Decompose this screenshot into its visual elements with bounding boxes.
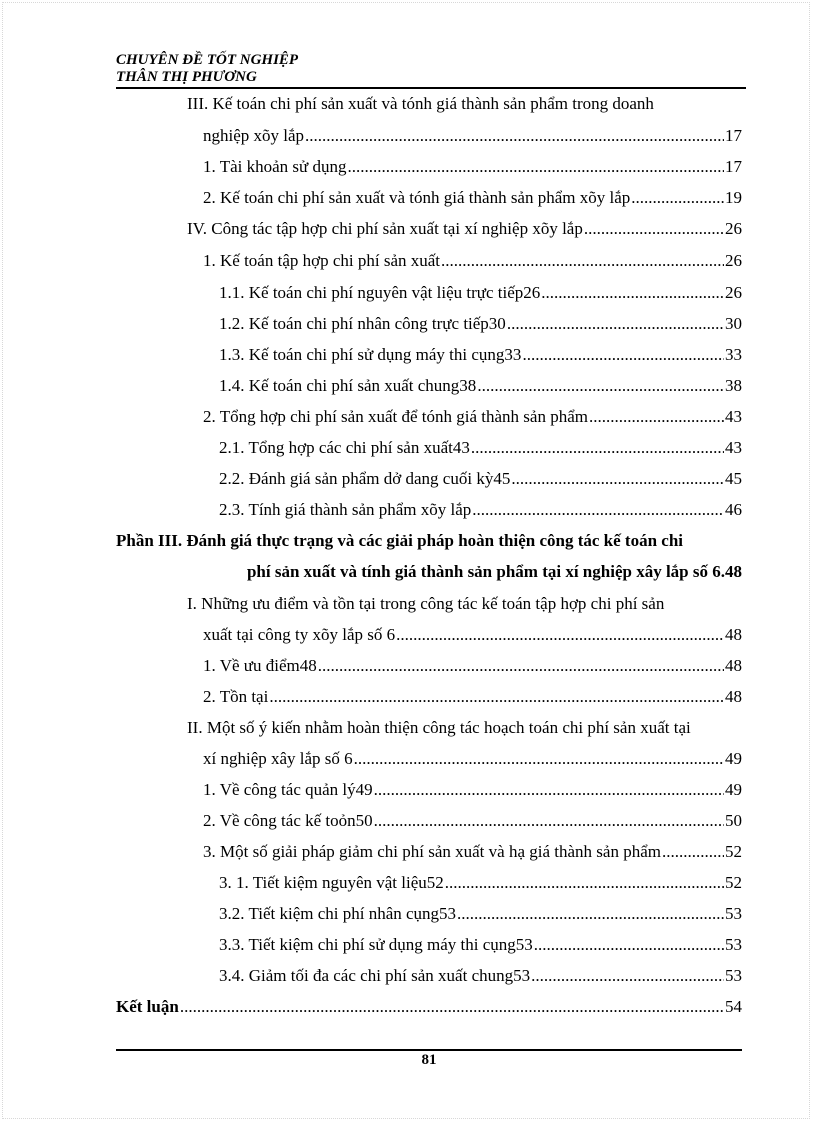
toc-entry-iv-2-1[interactable] xyxy=(219,438,742,464)
page-header xyxy=(116,52,746,89)
toc-leader xyxy=(589,407,724,427)
toc-page-number: 54 xyxy=(725,997,742,1016)
toc-entry-p3-ii[interactable] xyxy=(203,749,742,775)
toc-entry-text: III. Kế toán chi phí sản xuất và tónh giá thành sản phẩm trong doanh xyxy=(187,94,654,113)
toc-leader xyxy=(441,251,724,271)
toc-leader xyxy=(662,842,724,862)
toc-entry-text: 2.1. Tổng hợp các chi phí sản xuất43 xyxy=(219,438,470,457)
toc-page-number: 19 xyxy=(725,188,742,207)
toc-entry-text: 2. Về công tác kế toỏn50 xyxy=(203,811,373,830)
toc-page-number: 45 xyxy=(725,469,742,488)
toc-entry-text: xuất tại công ty xõy lắp số 6 xyxy=(203,625,396,644)
toc-entry-iii-2[interactable] xyxy=(203,188,742,214)
toc-entry-p3-ii-3-2[interactable] xyxy=(219,904,742,930)
toc-entry-part3-line1 xyxy=(116,531,742,557)
toc-leader xyxy=(471,438,724,458)
toc-entry-p3-ii-3-4[interactable] xyxy=(219,966,742,992)
toc-leader xyxy=(531,966,724,986)
toc-entry-p3-ii-3-3[interactable] xyxy=(219,935,742,961)
toc-page-number: 26 xyxy=(725,251,742,270)
toc-entry-p3-ii-1[interactable] xyxy=(203,780,742,806)
toc-entry-text: 3. 1. Tiết kiệm nguyên vật liệu52 xyxy=(219,873,444,892)
toc-leader xyxy=(511,469,724,489)
toc-leader xyxy=(457,904,724,924)
toc-entry-text: 1. Kế toán tập hợp chi phí sản xuất xyxy=(203,251,441,270)
toc-entry-iv-2-3[interactable] xyxy=(219,500,742,526)
toc-page-number: 52 xyxy=(725,842,742,861)
toc-leader xyxy=(472,500,724,520)
toc-entry-iii[interactable] xyxy=(203,126,742,152)
toc-entry-text: II. Một số ý kiến nhằm hoàn thiện công tác hoạch toán chi phí sản xuất tại xyxy=(187,718,691,737)
toc-page-number: 43 xyxy=(725,438,742,457)
toc-entry-text: Phần III. Đánh giá thực trạng và các giải pháp hoàn thiện công tác kế toán chi xyxy=(116,531,684,550)
toc-entry-iii-1[interactable] xyxy=(203,157,742,183)
toc-leader xyxy=(305,126,724,146)
toc-page-number: 26 xyxy=(725,219,742,238)
toc-page-number: 53 xyxy=(725,935,742,954)
toc-entry-text: nghiệp xõy lắp xyxy=(203,126,305,145)
toc-leader xyxy=(584,219,724,239)
toc-entry-text: 3.3. Tiết kiệm chi phí sử dụng máy thi cụng53 xyxy=(219,935,533,954)
toc-leader: . xyxy=(720,562,725,581)
toc-leader xyxy=(631,188,724,208)
toc-entry-p3-ii-2[interactable] xyxy=(203,811,742,837)
toc-entry-text: 1.3. Kế toán chi phí sử dụng máy thi cụng33 xyxy=(219,345,522,364)
toc-entry-conclusion[interactable] xyxy=(116,997,742,1023)
header-author-line: THÂN THỊ PHƯƠNG xyxy=(116,69,746,89)
toc-entry-text: 1. Về công tác quản lý49 xyxy=(203,780,373,799)
toc-leader xyxy=(477,376,724,396)
toc-entry-p3-i-1[interactable] xyxy=(203,656,742,682)
toc-leader xyxy=(522,345,724,365)
toc-leader xyxy=(318,656,724,676)
footer-rule xyxy=(116,1049,742,1051)
toc-entry-text: xí nghiệp xây lắp số 6 xyxy=(203,749,353,768)
toc-page-number: 46 xyxy=(725,500,742,519)
toc-entry-text: 1. Tài khoản sử dụng xyxy=(203,157,347,176)
toc-leader xyxy=(347,157,724,177)
toc-entry-p3-i-line1 xyxy=(187,594,742,620)
toc-page-number: 17 xyxy=(725,126,742,145)
toc-leader xyxy=(534,935,724,955)
toc-entry-iv-2[interactable] xyxy=(203,407,742,433)
toc-entry-part3[interactable] xyxy=(165,562,742,588)
toc-page-number: 26 xyxy=(725,283,742,302)
toc-entry-p3-i-2[interactable] xyxy=(203,687,742,713)
page-number: 81 xyxy=(421,1052,437,1068)
toc-leader xyxy=(507,314,724,334)
header-title-line1: CHUYÊN ĐỀ TỐT NGHIỆP xyxy=(116,52,299,68)
toc-entry-iv-1-1[interactable] xyxy=(219,283,742,309)
toc-entry-iv-1-4[interactable] xyxy=(219,376,742,402)
toc-entry-iv-1-2[interactable] xyxy=(219,314,742,340)
toc-entry-iii-line1 xyxy=(187,94,742,120)
toc-entry-text: 3.2. Tiết kiệm chi phí nhân cụng53 xyxy=(219,904,457,923)
toc-leader xyxy=(269,687,724,707)
toc-entry-text: 1.4. Kế toán chi phí sản xuất chung38 xyxy=(219,376,477,395)
toc-entry-text: 1.1. Kế toán chi phí nguyên vật liệu trực tiếp26 xyxy=(219,283,541,302)
toc-entry-text: 2. Tồn tại xyxy=(203,687,269,706)
toc-entry-iv-1-3[interactable] xyxy=(219,345,742,371)
toc-leader xyxy=(180,997,724,1017)
toc-page-number: 30 xyxy=(725,314,742,333)
toc-page-number: 48 xyxy=(725,687,742,706)
toc-entry-text: 2.3. Tính giá thành sản phẩm xõy lắp xyxy=(219,500,472,519)
toc-page-number: 53 xyxy=(725,966,742,985)
toc-entry-text: I. Những ưu điểm và tồn tại trong công tác kế toán tập hợp chi phí sản xyxy=(187,594,665,613)
toc-entry-p3-ii-3[interactable] xyxy=(203,842,742,868)
toc-entry-iv[interactable] xyxy=(187,219,742,245)
toc-leader xyxy=(374,811,724,831)
toc-page-number: 38 xyxy=(725,376,742,395)
toc-page-number: 48 xyxy=(725,625,742,644)
toc-entry-text: 2.2. Đánh giá sản phẩm dở dang cuối kỳ45 xyxy=(219,469,511,488)
toc-page-number: 17 xyxy=(725,157,742,176)
toc-leader xyxy=(374,780,724,800)
toc-page-number: 33 xyxy=(725,345,742,364)
toc-entry-text: 1. Về ưu điểm48 xyxy=(203,656,317,675)
toc-leader xyxy=(445,873,724,893)
toc-leader xyxy=(354,749,724,769)
toc-entry-text: 2. Tổng hợp chi phí sản xuất để tónh giá thành sản phẩm xyxy=(203,407,588,426)
toc-entry-text: IV. Công tác tập hợp chi phí sản xuất tại xí nghiệp xõy lắp xyxy=(187,219,583,238)
toc-entry-text: 1.2. Kế toán chi phí nhân công trực tiếp30 xyxy=(219,314,506,333)
toc-entry-iv-1[interactable] xyxy=(203,251,742,277)
toc-leader xyxy=(541,283,724,303)
toc-page-number: 53 xyxy=(725,904,742,923)
toc-entry-text: 2. Kế toán chi phí sản xuất và tónh giá thành sản phẩm xõy lắp xyxy=(203,188,631,207)
toc-page-number: 48 xyxy=(725,656,742,675)
toc-page-number: 49 xyxy=(725,749,742,768)
toc-page-number: 49 xyxy=(725,780,742,799)
toc-page-number: 48 xyxy=(725,562,742,581)
toc-entry-text: Kết luận xyxy=(116,997,179,1016)
toc-entry-text: phí sản xuất và tính giá thành sản phẩm tại xí nghiệp xây lắp số 6 xyxy=(246,562,721,581)
toc-page-number: 43 xyxy=(725,407,742,426)
toc-entry-text: 3. Một số giải pháp giảm chi phí sản xuất và hạ giá thành sản phẩm xyxy=(203,842,661,861)
toc-entry-text: 3.4. Giảm tối đa các chi phí sản xuất chung53 xyxy=(219,966,531,985)
toc-entry-p3-ii-3-1[interactable] xyxy=(219,873,742,899)
toc-entry-p3-ii-line1 xyxy=(187,718,742,744)
toc-page-number: 50 xyxy=(725,811,742,830)
toc-page-number: 52 xyxy=(725,873,742,892)
toc-entry-iv-2-2[interactable] xyxy=(219,469,742,495)
toc-leader xyxy=(396,625,724,645)
toc-entry-p3-i[interactable] xyxy=(203,625,742,651)
